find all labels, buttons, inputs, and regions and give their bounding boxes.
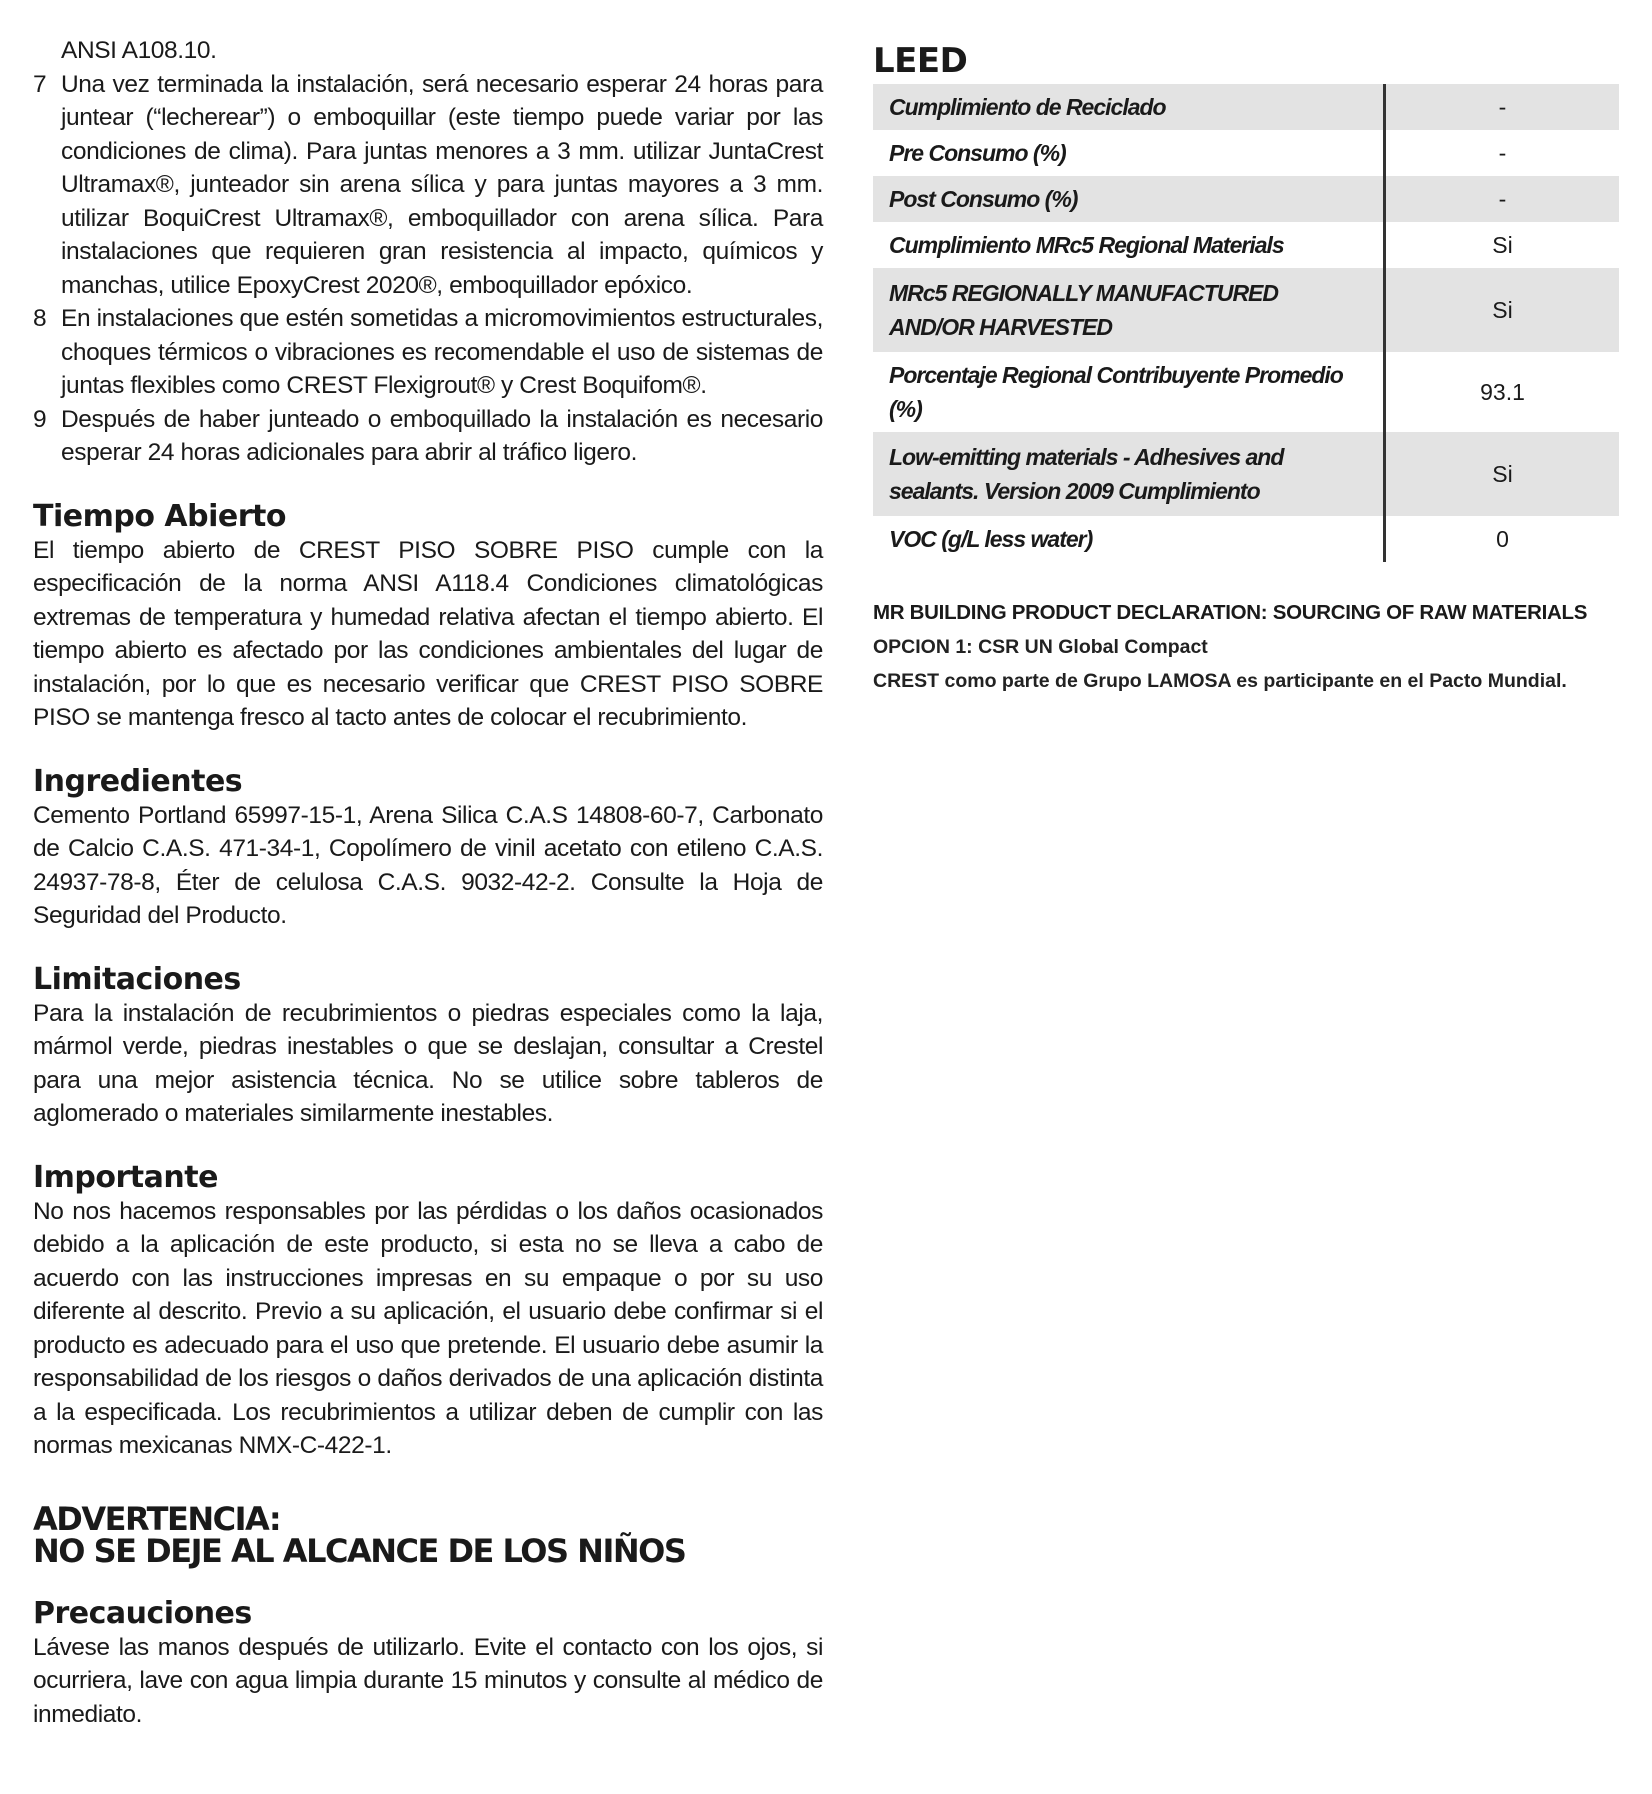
intro-continuation: ANSI A108.10.: [61, 37, 217, 64]
leed-label: Cumplimiento MRc5 Regional Materials: [873, 222, 1385, 268]
leed-value: Si: [1385, 432, 1620, 516]
section-body: Para la instalación de recubrimientos o piedras especiales como la laja, mármol verde, piedras inestables o que se deslajan, consultar a Crestel para una mejor asistencia técnica. No se utilice sobre tableros de aglomerado o materiales similarmente inestables.: [33, 999, 823, 1127]
leed-label: Cumplimiento de Reciclado: [873, 84, 1385, 130]
section-heading: Ingredientes: [33, 763, 243, 799]
installation-steps: [33, 68, 823, 470]
list-item: [33, 403, 823, 470]
left-column: [33, 34, 823, 1731]
leed-value: Si: [1492, 232, 1513, 258]
step-text: En instalaciones que estén sometidas a micromovimientos estructurales, choques térmicos o vibraciones es recomendable el uso de sistemas de juntas flexibles como CREST Flexigrout® y Crest Boquifom®.: [61, 305, 823, 399]
section-precauciones: [33, 1597, 823, 1732]
section-heading: Limitaciones: [33, 961, 241, 997]
table-row: [873, 176, 1619, 222]
warning-block: [33, 1499, 823, 1570]
step-number: 9: [33, 405, 47, 433]
section-body: No nos hacemos responsables por las pérdidas o los daños ocasionados debido a la aplicación de este producto, si esta no se lleva a cabo de acuerdo con las instrucciones impresas en su empaque o por su uso diferente al descrito. Previo a su aplicación, el usuario debe confirmar si el producto es adecuado para el uso que pretende. El usuario debe asumir la responsabilidad de los riesgos o daños derivados de una aplicación distinta a la especificada. Los recubrimientos a utilizar deben de cumplir con las normas mexicanas NMX-C-422-1.: [33, 1197, 823, 1459]
leed-value: -: [1385, 176, 1620, 222]
step-number: 7: [33, 70, 47, 98]
table-row: [873, 268, 1619, 352]
section-body: Lávese las manos después de utilizarlo. Evite el contacto con los ojos, si ocurriera, lave con agua limpia durante 15 minutos y consulte al médico de inmediato.: [33, 1633, 823, 1728]
mr-option: OPCION 1: CSR UN Global Compact: [873, 636, 1208, 658]
table-row: [873, 84, 1619, 130]
table-row: [873, 222, 1619, 268]
section-heading: Tiempo Abierto: [33, 498, 286, 534]
list-item: [33, 302, 823, 403]
mr-title: MR BUILDING PRODUCT DECLARATION: SOURCING OF RAW MATERIALS: [873, 601, 1588, 624]
mr-declaration: [873, 596, 1619, 698]
leed-label: Porcentaje Regional Contribuyente Promedio (%): [873, 352, 1385, 432]
section-importante: [33, 1161, 823, 1463]
leed-title: LEED: [873, 41, 968, 81]
leed-label: Pre Consumo (%): [873, 130, 1385, 176]
leed-label: VOC (g/L less water): [873, 516, 1385, 562]
leed-value: 0: [1496, 526, 1509, 552]
table-row: [873, 352, 1619, 432]
mr-statement: CREST como parte de Grupo LAMOSA es participante en el Pacto Mundial.: [873, 670, 1567, 692]
section-heading: Precauciones: [33, 1595, 252, 1631]
leed-label: Low-emitting materials - Adhesives and sealants. Version 2009 Cumplimiento: [873, 432, 1385, 516]
step-text: Después de haber junteado o emboquillado la instalación es necesario esperar 24 horas adicionales para abrir al tráfico ligero.: [61, 405, 823, 466]
table-row: [873, 130, 1619, 176]
list-item: [33, 68, 823, 303]
section-limitaciones: [33, 963, 823, 1131]
leed-value: -: [1385, 84, 1620, 130]
section-tiempo-abierto: [33, 500, 823, 735]
leed-table: [873, 84, 1619, 562]
table-row: [873, 432, 1619, 516]
warning-title: ADVERTENCIA:: [33, 1499, 281, 1538]
right-column: [873, 40, 1619, 698]
step-number: 8: [33, 305, 47, 332]
leed-label: MRc5 REGIONALLY MANUFACTURED AND/OR HARVESTED: [873, 268, 1385, 352]
leed-label: Post Consumo (%): [873, 176, 1385, 222]
step-text: Una vez terminada la instalación, será necesario esperar 24 horas para juntear (“lecherear”) o emboquillar (este tiempo puede variar por las condiciones de clima). Para juntas menores a 3 mm. utilizar JuntaCrest Ultramax®, junteador sin arena sílica y para juntas mayores a 3 mm. utilizar BoquiCrest Ultramax®, emboquillador con arena sílica. Para instalaciones que requieren gran resistencia al impacto, químicos y manchas, utilice EpoxyCrest 2020®, emboquillador epóxico.: [61, 70, 823, 299]
section-heading: Importante: [33, 1159, 218, 1195]
section-body: El tiempo abierto de CREST PISO SOBRE PISO cumple con la especificación de la norma ANSI A118.4 Condiciones climatológicas extremas de temperatura y humedad relativa afectan el tiempo abierto. El tiempo abierto es afectado por las condiciones ambientales del lugar de instalación, por lo que es necesario verificar que CREST PISO SOBRE PISO se mantenga fresco al tacto antes de colocar el recubrimiento.: [33, 536, 823, 731]
section-body: Cemento Portland 65997-15-1, Arena Silica C.A.S 14808-60-7, Carbonato de Calcio C.A.S. 471-34-1, Copolímero de vinil acetato con etileno C.A.S. 24937-78-8, Éter de celulosa C.A.S. 9032-42-2. Consulte la Hoja de Seguridad del Producto.: [33, 801, 823, 929]
leed-value: 93.1: [1480, 379, 1525, 405]
leed-value: Si: [1385, 268, 1620, 352]
section-ingredientes: [33, 765, 823, 933]
leed-value: -: [1498, 140, 1507, 166]
table-row: [873, 516, 1619, 562]
warning-text: NO SE DEJE AL ALCANCE DE LOS NIÑOS: [33, 1531, 686, 1570]
